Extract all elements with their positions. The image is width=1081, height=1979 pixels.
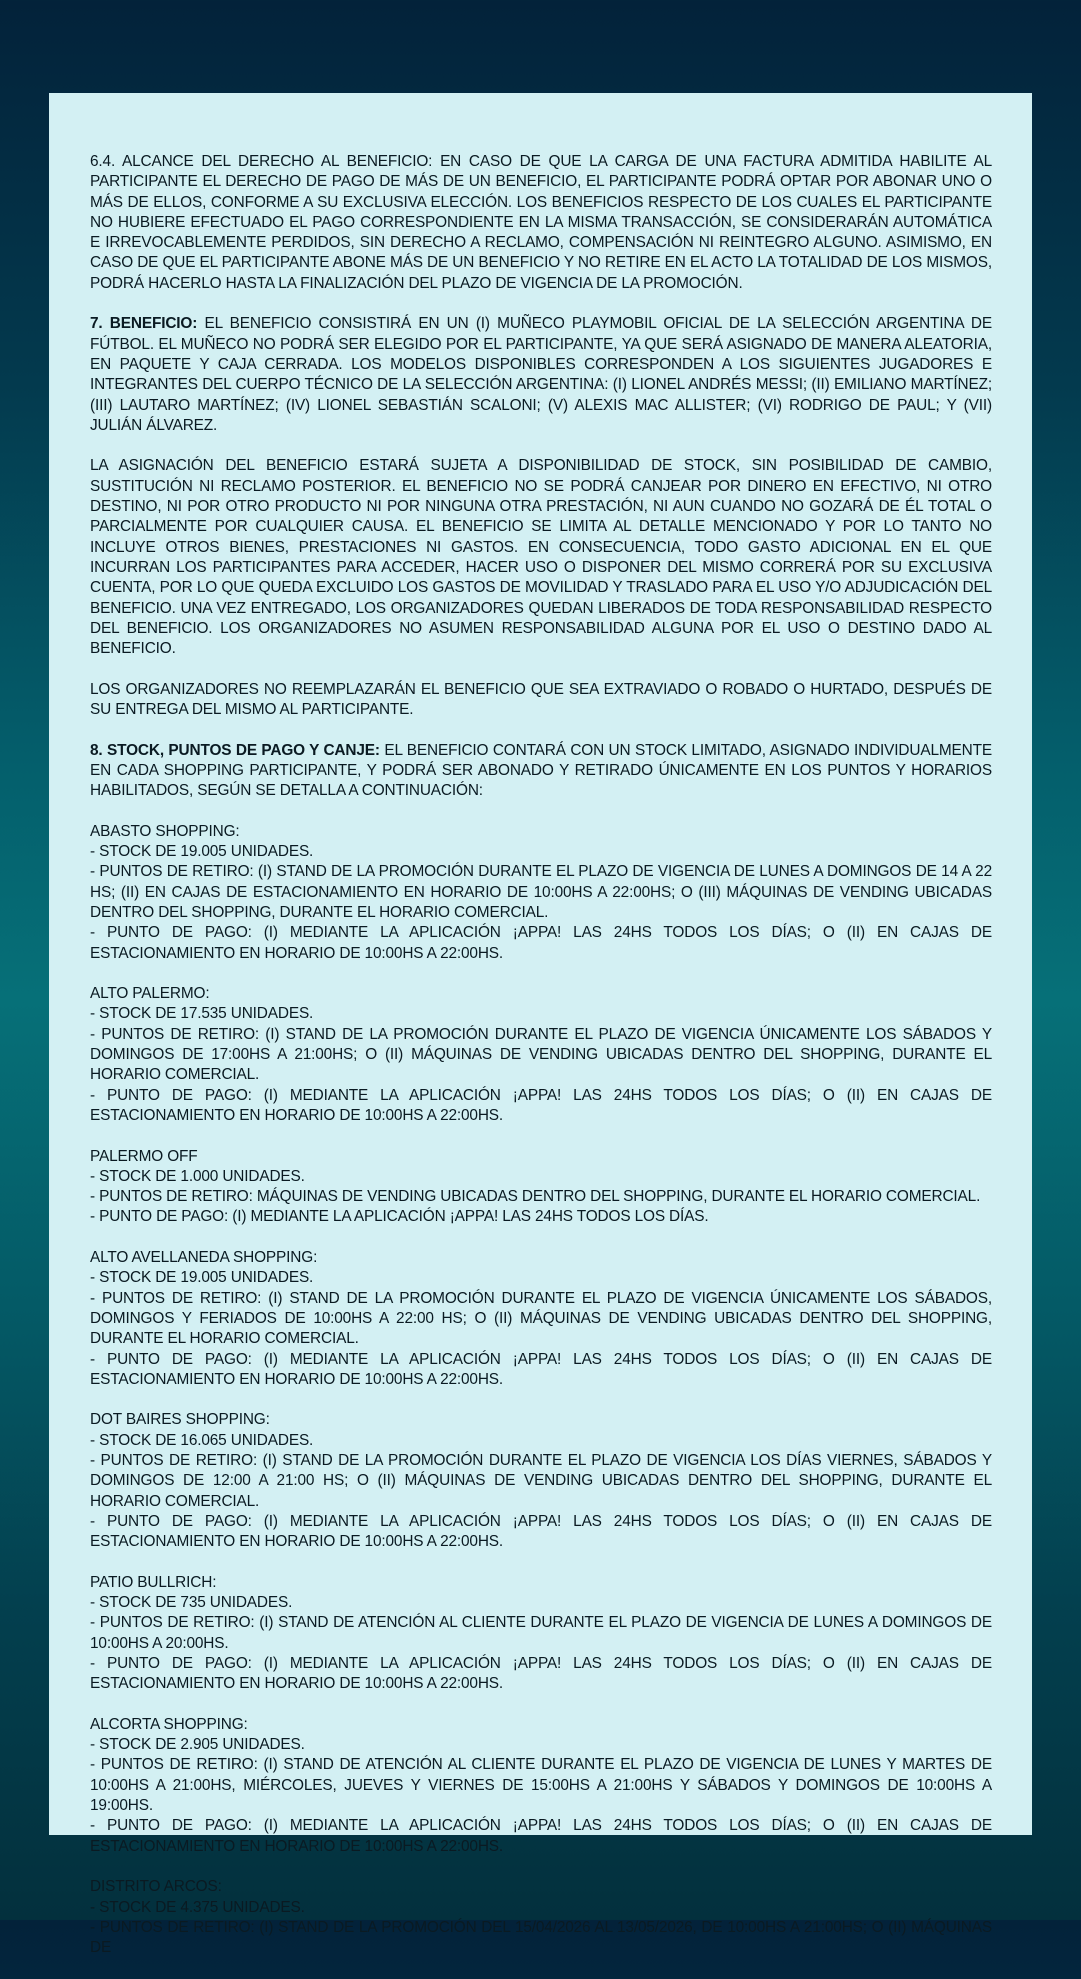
shop-name: DISTRITO ARCOS: bbox=[90, 1878, 222, 1896]
shop-name: ABASTO SHOPPING: bbox=[90, 822, 240, 840]
shop-block bbox=[90, 1410, 992, 1552]
clause-7 bbox=[90, 314, 992, 436]
shop-detail: - PUNTOS DE RETIRO: (I) STAND DE ATENCIÓN AL CLIENTE DURANTE EL PLAZO DE VIGENCIA DE LUNES Y MARTES DE 10:00HS A 21:00HS, MIÉRCOLES, JUEVES Y VIERNES DE 15:00HS A 21:00HS Y SÁBADOS Y DOMINGOS DE 10:00HS A 19:00HS. bbox=[90, 1756, 992, 1815]
clause-8-text: EL BENEFICIO CONTARÁ CON UN STOCK LIMITADO, ASIGNADO INDIVIDUALMENTE EN CADA SHOPPING PARTICIPANTE, Y PODRÁ SER ABONADO Y RETIRADO ÚNICAMENTE EN LOS PUNTOS Y HORARIOS HABILITADOS, SEGÚN SE DETALLA A CONTINUACIÓN: bbox=[90, 741, 992, 800]
shop-name: ALTO PALERMO: bbox=[90, 985, 210, 1003]
clause-7-asignacion: LA ASIGNACIÓN DEL BENEFICIO ESTARÁ SUJETA A DISPONIBILIDAD DE STOCK, SIN POSIBILIDAD DE CAMBIO, SUSTITUCIÓN NI RECLAMO POSTERIOR. EL BENEFICIO NO SE PODRÁ CANJEAR POR DINERO EN EFECTIVO, NI OTRO DESTINO, NI POR OTRO PRODUCTO NI POR NINGUNA OTRA PRESTACIÓN, NI AUN CUANDO NO GOZARÁ DE ÉL TOTAL O PARCIALMENTE POR CUALQUIER CAUSA. EL BENEFICIO SE LIMITA AL DETALLE MENCIONADO Y POR LO TANTO NO INCLUYE OTROS BIENES, PRESTACIONES NI GASTOS. EN CONSECUENCIA, TODO GASTO ADICIONAL EN EL QUE INCURRAN LOS PARTICIPANTES PARA ACCEDER, HACER USO O DISPONER DEL MISMO CORRERÁ POR SU EXCLUSIVA CUENTA, POR LO QUE QUEDA EXCLUIDO LOS GASTOS DE MOVILIDAD Y TRASLADO PARA EL USO Y/O ADJUDICACIÓN DEL BENEFICIO. UNA VEZ ENTREGADO, LOS ORGANIZADORES QUEDAN LIBERADOS DE TODA RESPONSABILIDAD RESPECTO DEL BENEFICIO. LOS ORGANIZADORES NO ASUMEN RESPONSABILIDAD ALGUNA POR EL USO O DESTINO DADO AL BENEFICIO. bbox=[90, 457, 992, 658]
clause-7-heading: 7. BENEFICIO: bbox=[90, 315, 198, 333]
shop-detail: - PUNTO DE PAGO: (I) MEDIANTE LA APLICACIÓN ¡APPA! LAS 24HS TODOS LOS DÍAS. bbox=[90, 1208, 709, 1226]
shop-name: ALTO AVELLANEDA SHOPPING: bbox=[90, 1249, 318, 1267]
clause-8-heading: 8. STOCK, PUNTOS DE PAGO Y CANJE: bbox=[90, 741, 380, 759]
shop-name: PALERMO OFF bbox=[90, 1147, 198, 1165]
shop-detail: - STOCK DE 17.535 UNIDADES. bbox=[90, 1005, 314, 1023]
shop-detail: - PUNTO DE PAGO: (I) MEDIANTE LA APLICACIÓN ¡APPA! LAS 24HS TODOS LOS DÍAS; O (II) EN CAJAS DE ESTACIONAMIENTO EN HORARIO DE 10:00HS A 22:00HS. bbox=[90, 924, 992, 962]
shop-detail: - STOCK DE 2.905 UNIDADES. bbox=[90, 1736, 305, 1754]
shop-detail: - PUNTOS DE RETIRO: (I) STAND DE LA PROMOCIÓN DEL 15/04/2026 AL 13/05/2026, DE 10:00HS A 21:00HS; O (II) MÁQUINAS DE bbox=[90, 1918, 992, 1957]
shop-detail: - PUNTOS DE RETIRO: (I) STAND DE LA PROMOCIÓN DURANTE EL PLAZO DE VIGENCIA ÚNICAMENTE LOS SÁBADOS Y DOMINGOS DE 17:00HS A 21:00HS; O (II) MÁQUINAS DE VENDING UBICADAS DENTRO DEL SHOPPING, DURANTE EL HORARIO COMERCIAL. bbox=[90, 1025, 992, 1084]
shop-block bbox=[90, 1248, 992, 1390]
shop-detail: - PUNTOS DE RETIRO: (I) STAND DE LA PROMOCIÓN DURANTE EL PLAZO DE VIGENCIA LOS DÍAS VIERNES, SÁBADOS Y DOMINGOS DE 12:00 A 21:00 HS; O (II) MÁQUINAS DE VENDING UBICADAS DENTRO DEL SHOPPING, DURANTE EL HORARIO COMERCIAL. bbox=[90, 1452, 992, 1510]
shop-name: ALCORTA SHOPPING: bbox=[90, 1715, 248, 1733]
shop-name: DOT BAIRES SHOPPING: bbox=[90, 1411, 270, 1429]
shop-detail: - PUNTO DE PAGO: (I) MEDIANTE LA APLICACIÓN ¡APPA! LAS 24HS TODOS LOS DÍAS; O (II) EN CAJAS DE ESTACIONAMIENTO EN HORARIO DE 10:00HS A 22:00HS. bbox=[90, 1654, 992, 1693]
shop-detail: - PUNTOS DE RETIRO: MÁQUINAS DE VENDING UBICADAS DENTRO DEL SHOPPING, DURANTE EL HORARIO COMERCIAL. bbox=[90, 1188, 981, 1206]
shop-detail: - PUNTOS DE RETIRO: (I) STAND DE LA PROMOCIÓN DURANTE EL PLAZO DE VIGENCIA ÚNICAMENTE LOS SÁBADOS, DOMINGOS Y FERIADOS DE 10:00HS A 22:00 HS; O (II) MÁQUINAS DE VENDING UBICADAS DENTRO DEL SHOPPING, DURANTE EL HORARIO COMERCIAL. bbox=[90, 1289, 992, 1348]
shop-detail: - PUNTOS DE RETIRO: (I) STAND DE LA PROMOCIÓN DURANTE EL PLAZO DE VIGENCIA DE LUNES A DOMINGOS DE 14 A 22 HS; (II) EN CAJAS DE ESTACIONAMIENTO EN HORARIO DE 10:00HS A 22:00HS; O (III) MÁQUINAS DE VENDING UBICADAS DENTRO DEL SHOPPING, DURANTE EL HORARIO COMERCIAL. bbox=[90, 863, 992, 921]
shop-block bbox=[90, 1573, 992, 1695]
shop-detail: - PUNTO DE PAGO: (I) MEDIANTE LA APLICACIÓN ¡APPA! LAS 24HS TODOS LOS DÍAS; O (II) EN CAJAS DE ESTACIONAMIENTO EN HORARIO DE 10:00HS A 22:00HS. bbox=[90, 1512, 992, 1551]
shop-block bbox=[90, 1147, 992, 1228]
terms-panel bbox=[49, 93, 1032, 1957]
shop-detail: - PUNTOS DE RETIRO: (I) STAND DE ATENCIÓN AL CLIENTE DURANTE EL PLAZO DE VIGENCIA DE LUNES A DOMINGOS DE 10:00HS A 20:00HS. bbox=[90, 1614, 992, 1652]
shop-detail: - PUNTO DE PAGO: (I) MEDIANTE LA APLICACIÓN ¡APPA! LAS 24HS TODOS LOS DÍAS; O (II) EN CAJAS DE ESTACIONAMIENTO EN HORARIO DE 10:00HS A 22:00HS. bbox=[90, 1086, 992, 1124]
clause-8 bbox=[90, 741, 992, 802]
shop-block bbox=[90, 1715, 992, 1857]
clause-6-4: 6.4. ALCANCE DEL DERECHO AL BENEFICIO: EN CASO DE QUE LA CARGA DE UNA FACTURA ADMITIDA HABILITE AL PARTICIPANTE EL DERECHO DE PAGO DE MÁS DE UN BENEFICIO, EL PARTICIPANTE PODRÁ OPTAR POR ABONAR UNO O MÁS DE ELLOS, CONFORME A SU EXCLUSIVA ELECCIÓN. LOS BENEFICIOS RESPECTO DE LOS CUALES EL PARTICIPANTE NO HUBIERE EFECTUADO EL PAGO CORRESPONDIENTE EN LA MISMA TRANSACCIÓN, SE CONSIDERARÁN AUTOMÁTICA E IRREVOCABLEMENTE PERDIDOS, SIN DERECHO A RECLAMO, COMPENSACIÓN NI REINTEGRO ALGUNO. ASIMISMO, EN CASO DE QUE EL PARTICIPANTE ABONE MÁS DE UN BENEFICIO Y NO RETIRE EN EL ACTO LA TOTALIDAD DE LOS MISMOS, PODRÁ HACERLO HASTA LA FINALIZACIÓN DEL PLAZO DE VIGENCIA DE LA PROMOCIÓN. bbox=[90, 153, 992, 292]
shop-detail: - STOCK DE 19.005 UNIDADES. bbox=[90, 1269, 314, 1287]
shop-detail: - PUNTO DE PAGO: (I) MEDIANTE LA APLICACIÓN ¡APPA! LAS 24HS TODOS LOS DÍAS; O (II) EN CAJAS DE ESTACIONAMIENTO EN HORARIO DE 10:00HS A 22:00HS. bbox=[90, 1350, 992, 1388]
shop-detail: - STOCK DE 19.005 UNIDADES. bbox=[90, 843, 314, 861]
shop-detail: - STOCK DE 4.375 UNIDADES. bbox=[90, 1898, 305, 1916]
shop-block bbox=[90, 984, 992, 1126]
shop-name: PATIO BULLRICH: bbox=[90, 1573, 217, 1591]
shop-detail: - STOCK DE 1.000 UNIDADES. bbox=[90, 1167, 305, 1185]
terms-content bbox=[90, 152, 992, 1979]
clause-7-organizadores: LOS ORGANIZADORES NO REEMPLAZARÁN EL BENEFICIO QUE SEA EXTRAVIADO O ROBADO O HURTADO, DESPUÉS DE SU ENTREGA DEL MISMO AL PARTICIPANTE. bbox=[90, 680, 992, 719]
shop-detail: - STOCK DE 16.065 UNIDADES. bbox=[90, 1431, 314, 1449]
clause-7-text: EL BENEFICIO CONSISTIRÁ EN UN (I) MUÑECO PLAYMOBIL OFICIAL DE LA SELECCIÓN ARGENTINA DE FÚTBOL. EL MUÑECO NO PODRÁ SER ELEGIDO POR EL PARTICIPANTE, YA QUE SERÁ ASIGNADO DE MANERA ALEATORIA, EN PAQUETE Y CAJA CERRADA. LOS MODELOS DISPONIBLES CORRESPONDEN A LOS SIGUIENTES JUGADORES E INTEGRANTES DEL CUERPO TÉCNICO DE LA SELECCIÓN ARGENTINA: (I) LIONEL ANDRÉS MESSI; (II) EMILIANO MARTÍNEZ; (III) LAUTARO MARTÍNEZ; (IV) LIONEL SEBASTIÁN SCALONI; (V) ALEXIS MAC ALLISTER; (VI) RODRIGO DE PAUL; Y (VII) JULIÁN ÁLVAREZ. bbox=[90, 315, 992, 434]
shop-detail: - PUNTO DE PAGO: (I) MEDIANTE LA APLICACIÓN ¡APPA! LAS 24HS TODOS LOS DÍAS; O (II) EN CAJAS DE ESTACIONAMIENTO EN HORARIO DE 10:00HS A 22:00HS. bbox=[90, 1817, 992, 1855]
shop-block bbox=[90, 1877, 992, 1958]
shop-block bbox=[90, 822, 992, 964]
shop-detail: - STOCK DE 735 UNIDADES. bbox=[90, 1594, 293, 1612]
